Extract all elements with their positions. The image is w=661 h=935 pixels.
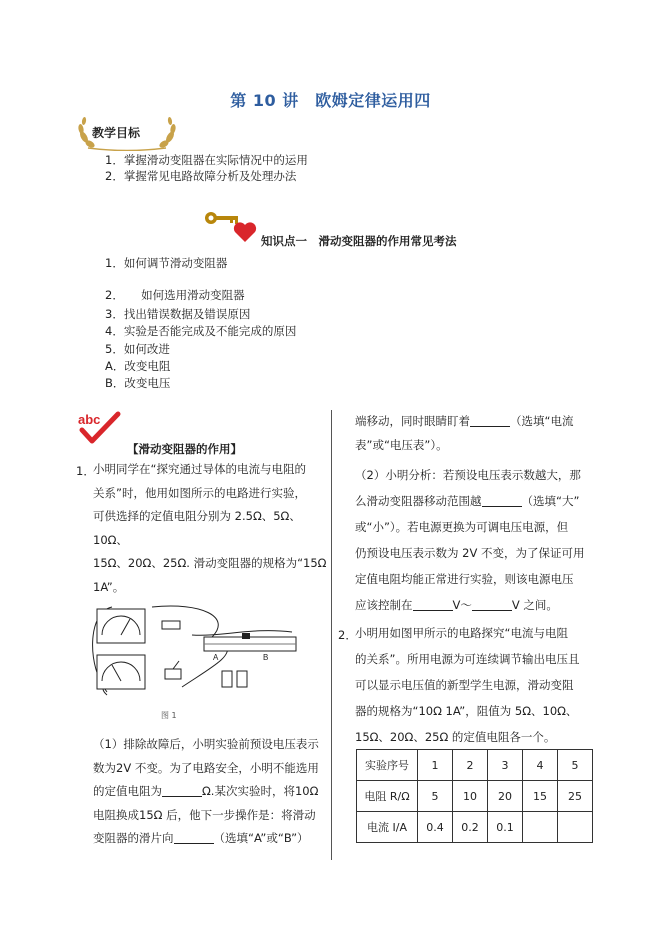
answer-blank[interactable] bbox=[413, 598, 453, 611]
abc-text: abc bbox=[78, 412, 101, 427]
objectives-badge-label: 教学目标 bbox=[92, 126, 141, 140]
circuit-figure bbox=[82, 597, 302, 705]
answer-blank[interactable] bbox=[482, 494, 522, 507]
section-heading: 【滑动变阻器的作用】 bbox=[127, 442, 242, 456]
q2-number: 2． bbox=[338, 628, 357, 642]
knowledge-item: 5．如何改进 bbox=[105, 342, 170, 356]
answer-blank[interactable] bbox=[174, 831, 214, 844]
table-row: 电阻 R/Ω 5 10 20 15 25 bbox=[357, 781, 593, 812]
column-divider bbox=[331, 410, 332, 860]
q2-text: 小明用如图甲所示的电路探究“电流与电阻 的关系”。所用电源为可连续调节输出电压且 可以显示电压值的新型学生电源，滑动变阻 器的规格为“10Ω 1A”，阻值为 5Ω、10Ω、 15Ω、20Ω、25Ω 的定值电阻各一个。 bbox=[355, 626, 580, 744]
answer-blank[interactable] bbox=[162, 784, 202, 797]
q1-continued-text: 端移动，同时眼睛盯着 （选填“电流 表”或“电压表”）。 bbox=[355, 414, 574, 452]
q1-sub1-text: （1）排除故障后，小明实验前预设电压表示 数为2V 不变。为了电路安全，小明不能选用 的定值电阻为 Ω.某次实验时，将10Ω 电阻换成15Ω 后，他下一步操作是：将滑动 变阻器的滑片向 （选填“A”或“B”） bbox=[93, 737, 319, 845]
q1-sub2-text: （2）小明分析：若预设电压表示数越大，那 么滑动变阻器移动范围越 （选填“大” 或“小”）。若电源更换为可调电压电源，但 仍预设电压表示数为 2V 不变，为了保证可用 定值电阻均能正常进行实验，则该电源电压 应该控制在 V～ V 之间。 bbox=[355, 468, 585, 612]
answer-blank[interactable] bbox=[470, 414, 510, 427]
figure-caption: 图 1 bbox=[161, 711, 177, 720]
table-row: 电流 I/A 0.4 0.2 0.1 bbox=[357, 812, 593, 843]
key-heart-icon bbox=[203, 208, 259, 247]
knowledge-item: B．改变电压 bbox=[105, 376, 171, 390]
answer-blank[interactable] bbox=[472, 598, 512, 611]
objective-item: 2．掌握常见电路故障分析及处理办法 bbox=[105, 169, 297, 183]
knowledge-title: 知识点一 滑动变阻器的作用常见考法 bbox=[261, 234, 457, 248]
terminal-b-label: B bbox=[263, 653, 269, 662]
data-table bbox=[356, 749, 593, 843]
q1-number: 1． bbox=[76, 464, 95, 478]
knowledge-item: 4．实验是否能完成及不能完成的原因 bbox=[105, 324, 297, 338]
knowledge-item: 1．如何调节滑动变阻器 bbox=[105, 256, 228, 270]
terminal-a-label: A bbox=[213, 653, 219, 662]
objective-item: 1．掌握滑动变阻器在实际情况中的运用 bbox=[105, 153, 308, 167]
page-title: 第 10 讲 欧姆定律运用四 bbox=[230, 91, 431, 110]
objectives-badge bbox=[74, 115, 186, 151]
knowledge-item: 3．找出错误数据及错误原因 bbox=[105, 307, 251, 321]
abc-check-icon bbox=[76, 410, 126, 447]
knowledge-item: A．改变电阻 bbox=[105, 359, 171, 373]
q1-text: 小明同学在“探究通过导体的电流与电阻的 关系”时，他用如图所示的电路进行实验， 可供选择的定值电阻分别为 2.5Ω、5Ω、10Ω、 15Ω、20Ω、25Ω. 滑动变阻器的规格为“15Ω 1A”。 bbox=[93, 462, 327, 594]
table-row: 实验序号 1 2 3 4 5 bbox=[357, 750, 593, 781]
knowledge-item: 2． 如何选用滑动变阻器 bbox=[105, 288, 245, 302]
